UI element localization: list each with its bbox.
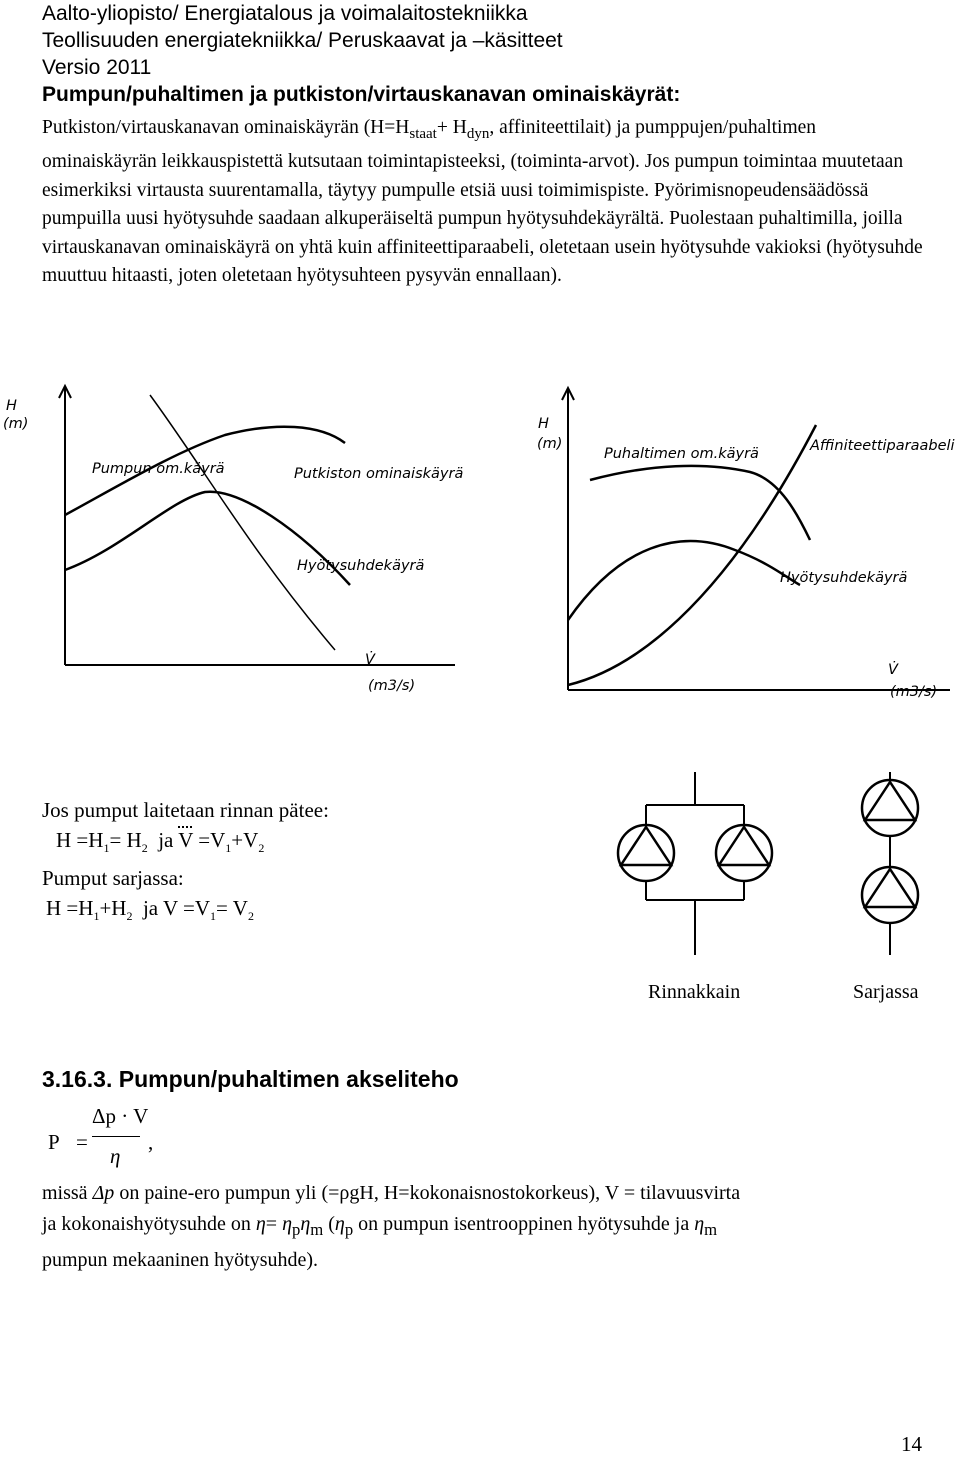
fan-efficiency-curve <box>568 541 800 620</box>
power-description: missä Δp on paine-ero pumpun yli (=ρgH, H=kokonaisnostokorkeus), V = tilavuusvirta ja kokonaishyötysuhde on $\eta= \eta_p\eta_m$ ($\eta_p$ on pumpun isentrooppinen hyötysuhde ja $\eta_m$ pumpun mekaaninen hyötysuhde). <box>42 1182 741 1271</box>
left-x-label-v: V̇ <box>365 652 375 668</box>
parallel-label: Rinnakkain <box>648 981 741 1003</box>
right-y-label-h: H <box>538 416 549 432</box>
right-x-label-v: V̇ <box>888 662 898 678</box>
intro-text-a: Putkiston/virtauskanavan ominaiskäyrän (H=H <box>42 117 410 138</box>
series-pumps <box>862 772 918 955</box>
dyn-subscript: dyn <box>466 125 490 142</box>
fan-efficiency-label: Hyötysuhdekäyrä <box>780 570 908 586</box>
system-curve-label: Putkiston ominaiskäyrä <box>294 466 464 482</box>
power-numerator: Δp · V <box>92 1104 149 1128</box>
affinity-label: Affiniteettiparaabeli <box>810 438 955 454</box>
pump-symbol-icon <box>716 825 772 881</box>
pump-combination-formulas <box>42 795 329 931</box>
series-formula: $H =H_1+H_2$ ja $V =V_1= V_2$ <box>46 896 254 924</box>
right-x-label-unit: (m3/s) <box>890 684 938 700</box>
pump-curve-label: Pumpun om.käyrä <box>92 461 225 477</box>
left-y-label-unit: (m) <box>3 416 29 432</box>
left-x-label-unit: (m3/s) <box>368 678 416 694</box>
staat-subscript: staat <box>409 125 437 142</box>
pump-symbol-icon <box>618 825 674 881</box>
parallel-title: Jos pumput laitetaan rinnan pätee: <box>42 798 329 822</box>
header-line-2: Teollisuuden energiatekniikka/ Peruskaavat ja –käsitteet <box>42 29 563 52</box>
section-heading: Pumpun/puhaltimen ja putkiston/virtauskanavan ominaiskäyrät: <box>42 83 681 106</box>
system-curve <box>150 395 335 650</box>
affinity-parabola <box>568 425 816 685</box>
pump-arrangement-diagram <box>600 770 960 1010</box>
fan-characteristic-diagram <box>480 380 960 720</box>
header-version: Versio 2011 <box>42 56 152 79</box>
intro-paragraph <box>42 114 932 291</box>
plus-h: + H <box>436 117 467 138</box>
parallel-pumps <box>618 772 772 955</box>
left-y-label-h: H <box>6 398 17 414</box>
power-denominator: η <box>110 1144 121 1168</box>
parallel-formula: $H =H_1= H_2$ ja $V =V_1+V_2$ <box>56 828 265 856</box>
fan-curve-label: Puhaltimen om.käyrä <box>604 446 759 462</box>
intro-text-b: , affiniteettilait) ja pumppujen/puhaltimen ominaiskäyrän leikkauspistettä kutsutaan toimintapisteeksi, (toiminta-arvot). Jos pumpun toimintaa muutetaan esimerkiksi virtausta suurentamalla, täytyy pumpulle etsiä uusi toimimispiste. Pyörimisnopeudensäädössä pumpuilla uusi hyötysuhde saadaan alkuperäiseltä pumpun hyötysuhdekäyrältä. Puolestaan puhaltimilla, joilla virtauskanavan ominaiskäyrä on yhtä kuin affiniteettiparaabeli, oletetaan usein hyötysuhde vakioksi (hyötysuhde muuttuu hitaasti, joten oletetaan hyötysuhteen pysyvän ennallaan). <box>42 117 923 287</box>
right-y-label-unit: (m) <box>537 436 563 452</box>
pump-characteristic-diagram <box>0 380 480 700</box>
pump-symbol-icon <box>862 780 918 836</box>
section-title: 3.16.3. Pumpun/puhaltimen akseliteho <box>42 1066 459 1092</box>
page-number: 14 <box>901 1432 922 1456</box>
series-title: Pumput sarjassa: <box>42 866 184 891</box>
efficiency-curve-label: Hyötysuhdekäyrä <box>297 558 425 574</box>
pump-symbol-icon <box>862 867 918 923</box>
fan-curve <box>590 466 810 540</box>
header-line-1: Aalto-yliopisto/ Energiatalous ja voimalaitostekniikka <box>42 2 528 25</box>
series-label: Sarjassa <box>853 981 919 1003</box>
